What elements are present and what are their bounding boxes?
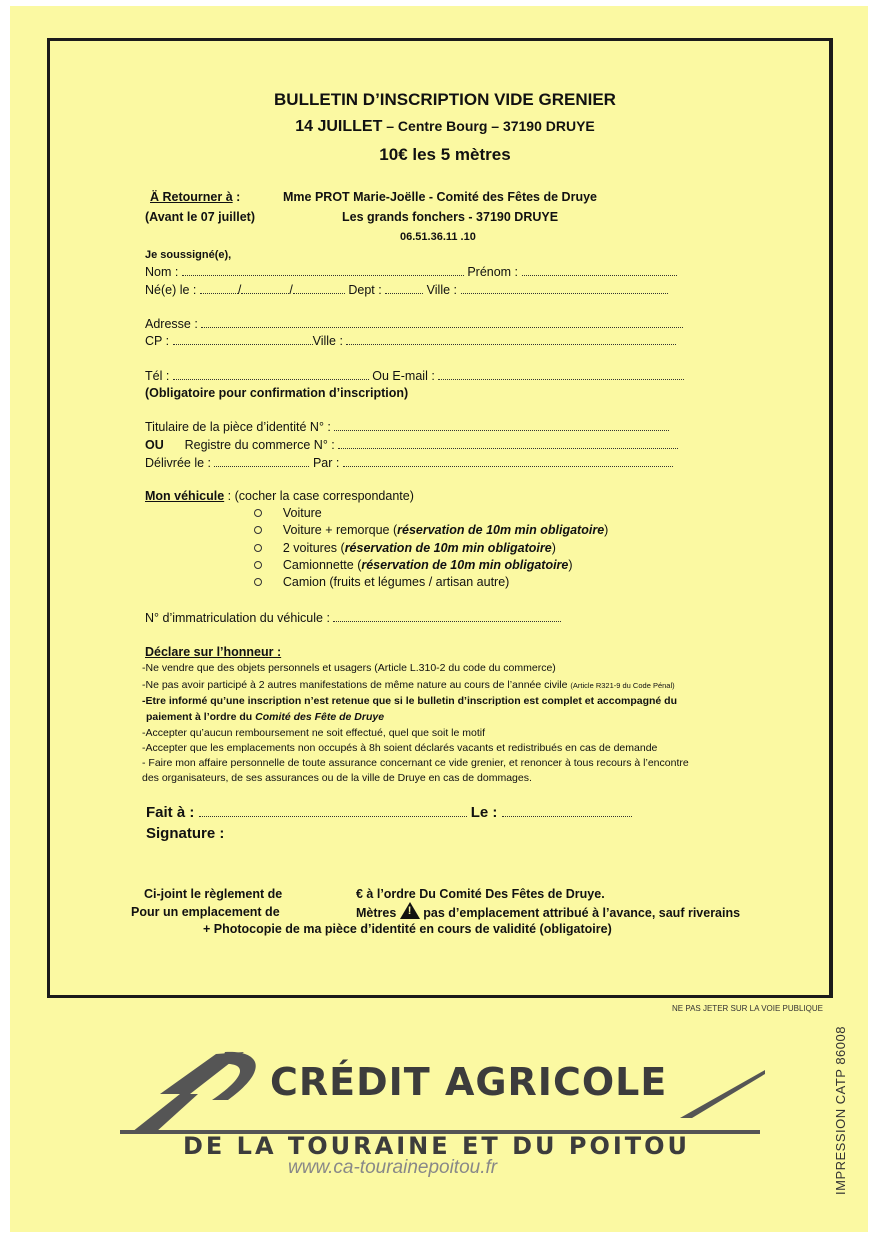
prenom-label: Prénom : [467,265,519,279]
email-field[interactable] [438,370,684,380]
date-field[interactable] [502,809,632,817]
form-frame [47,38,833,998]
declaration-line: - Faire mon affaire personnelle de toute assurance concernant ce vide grenier, et renoncer à tous recours à l’encontre [142,757,689,769]
declaration-text: -Ne pas avoir participé à 2 autres manifestations de même nature au cours de l’année civile [142,679,568,691]
declaration-line [142,679,675,691]
plate-field[interactable] [333,612,561,622]
plate-row [145,611,561,625]
registre-field[interactable] [338,439,678,449]
declaration-line: -Accepter que les emplacements non occupés à 8h soient déclarés vacants et redistribués en cas de demande [142,742,658,754]
return-deadline: (Avant le 07 juillet) [145,210,255,224]
radio-icon[interactable] [254,526,262,534]
tel-field[interactable] [173,370,369,380]
pitch-note: pas d’emplacement attribué à l’avance, sauf riverains [423,906,741,920]
nom-row [145,265,677,279]
place-date-row [146,804,632,821]
paren-close: ) [568,558,573,572]
birth-city-field[interactable] [461,284,668,294]
vehicle-option-note: réservation de 10m min obligatoire [397,523,605,537]
issued-date-field[interactable] [214,457,309,467]
birthdate-label: Né(e) le : [145,283,197,297]
issued-row [145,456,673,470]
email-label: Ou E-mail : [372,369,435,383]
return-label-line [150,190,240,204]
or-label: OU [145,438,164,452]
birth-row [145,283,668,297]
issued-label: Délivrée le : [145,456,211,470]
vehicle-option-label: Camion (fruits et légumes / artisan autre) [282,575,510,589]
birth-month-field[interactable] [241,284,289,294]
date-label: Le : [470,804,498,821]
slash-1: / [237,283,242,297]
vehicle-option-note: réservation de 10m min obligatoire [344,541,552,555]
intro-text: Je soussigné(e), [145,249,232,261]
plate-label: N° d’immatriculation du véhicule : [145,611,330,625]
bank-website[interactable]: www.ca-tourainepoitou.fr [288,1157,498,1178]
id-label: Titulaire de la pièce d’identité N° : [145,420,331,434]
pitch-line [356,902,740,920]
vehicle-option-note: réservation de 10m min obligatoire [361,558,569,572]
birth-year-field[interactable] [293,284,345,294]
contact-row [145,369,684,383]
logo-accent [680,1070,765,1118]
place-label: Fait à : [146,804,195,821]
declaration-line: des organisateurs, de ses assurances ou de la ville de Druye en cas de dommages. [142,772,532,784]
nom-field[interactable] [182,266,464,276]
address-label: Adresse : [145,317,198,331]
return-address-2: Les grands fonchers - 37190 DRUYE [342,210,559,224]
registre-row [145,438,678,452]
logo-swoosh [132,1094,198,1132]
price: 10€ les 5 mètres [379,145,511,164]
vehicle-option-2[interactable] [254,523,608,537]
id-number-field[interactable] [334,421,669,431]
event-place: – Centre Bourg – 37190 DRUYE [382,118,595,134]
vehicle-option-label: 2 voitures ( [282,541,345,555]
return-phone: 06.51.36.11 .10 [400,231,476,243]
event-date-line [47,118,843,136]
declaration-committee: Comité des Fête de Druye [255,711,385,723]
meters-label: Mètres [356,906,397,920]
declaration-line: -Accepter qu’aucun remboursement ne soit effectué, quel que soit le motif [142,727,485,739]
dept-label: Dept : [348,283,382,297]
paren-close: ) [604,523,609,537]
radio-icon[interactable] [254,509,262,517]
cp-field[interactable] [173,335,313,345]
return-address-1: Mme PROT Marie-Joëlle - Comité des Fêtes de Druye [283,190,597,204]
tel-label: Tél : [145,369,170,383]
vehicle-option-1[interactable] [254,506,322,520]
print-reference: IMPRESSION CATP 86008 [833,1026,848,1195]
declaration-line: -Etre informé qu’une inscription n’est retenue que si le bulletin d’inscription est complet et accompagné du [142,695,677,707]
form-title: BULLETIN D’INSCRIPTION VIDE GRENIER [274,90,616,109]
signature-label: Signature : [146,825,225,842]
cp-label: CP : [145,334,170,348]
registre-label: Registre du commerce N° : [184,438,335,452]
cp-row [145,334,676,348]
radio-icon[interactable] [254,561,262,569]
city-field[interactable] [346,335,676,345]
bank-name: CRÉDIT AGRICOLE [270,1060,668,1104]
paren-close: ) [551,541,556,555]
vehicle-option-label: Voiture + remorque ( [282,523,398,537]
birth-city-label: Ville : [426,283,458,297]
city-label: Ville : [312,334,343,348]
id-row [145,420,669,434]
declaration-line: -Ne vendre que des objets personnels et usagers (Article L.310-2 du code du commerce) [142,662,556,674]
slash-2: / [289,283,293,297]
return-colon: : [232,190,241,204]
vehicle-option-label: Voiture [282,506,322,520]
declaration-heading: Déclare sur l’honneur : [145,645,282,659]
declaration-ref: (Article R321-9 du Code Pénal) [570,681,675,690]
issued-by-label: Par : [312,456,340,470]
radio-icon[interactable] [254,544,262,552]
vehicle-hint: : (cocher la case correspondante) [224,489,414,503]
dept-field[interactable] [385,284,423,294]
vehicle-option-3[interactable] [254,541,556,555]
warning-icon [400,902,420,919]
declaration-line [146,711,384,723]
vehicle-option-label: Camionnette ( [282,558,362,572]
radio-icon[interactable] [254,578,262,586]
litter-notice: NE PAS JETER SUR LA VOIE PUBLIQUE [672,1004,824,1013]
address-field[interactable] [201,318,683,328]
place-field[interactable] [199,807,467,817]
vehicle-label: Mon véhicule [145,489,225,503]
bank-region: DE LA TOURAINE ET DU POITOU [183,1132,691,1160]
issued-by-field[interactable] [343,457,673,467]
prenom-field[interactable] [522,266,677,276]
address-row [145,317,683,331]
payment-order: € à l’ordre Du Comité Des Fêtes de Druye. [356,887,605,901]
nom-label: Nom : [145,265,179,279]
email-required-note: (Obligatoire pour confirmation d’inscription) [145,386,409,400]
birth-day-field[interactable] [200,284,238,294]
declaration-text: paiement à l’ordre du [146,711,256,723]
event-date: 14 JUILLET [295,118,383,135]
vehicle-option-4[interactable] [254,558,573,572]
pitch-size-label: Pour un emplacement de [131,905,280,919]
id-copy-note: + Photocopie de ma pièce d’identité en cours de validité (obligatoire) [203,922,612,936]
payment-amount-label: Ci-joint le règlement de [144,887,283,901]
vehicle-option-5[interactable] [254,575,509,589]
return-label: Ä Retourner à [150,190,233,204]
vehicle-heading [145,489,414,503]
